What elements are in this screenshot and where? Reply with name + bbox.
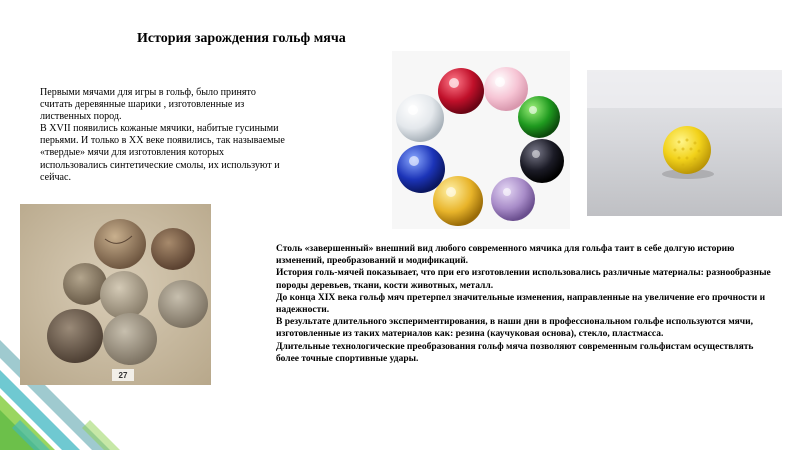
body-paragraph: В результате длительного экспериментирования, в наши дни в профессиональном гольфе используются мячи, изготовленные из таких материалов как: резина (каучуковая основа), стекло, пластмасса. [276, 317, 754, 340]
slide-title: История зарождения гольф мяча [137, 31, 346, 46]
yellow-golf-ball-photo [587, 70, 782, 216]
intro-paragraph: В XVII появились кожаные мячики, набитые гусиными перьями. И только в XX веке появились, так называемые «твердые» мячи для изготовления которых использовались синтетические смолы, их используют и сейчас. [40, 123, 285, 183]
body-text [276, 243, 774, 365]
body-paragraph: До конца XIX века гольф мяч претерпел значительные изменения, направленные на увеличение его прочности и надежности. [276, 292, 766, 316]
old-golf-balls-photo [20, 204, 211, 385]
body-paragraph: Столь «завершенный» внешний вид любого современного мячика для гольфа таит в себе долгую историю изменений, преобразований и модификаций. [276, 244, 735, 267]
intro-text [40, 87, 290, 184]
intro-paragraph: Первыми мячами для игры в гольф, было принято считать деревянные шарики , изготовленные из лиственных пород. [40, 87, 256, 123]
body-paragraph: История голь-мячей показывает, что при его изготовлении использовались различные материалы: разнообразные породы деревьев, ткани, кости животных, металл. [276, 268, 771, 291]
body-paragraph: Длительные технологические преобразования гольф мяча позволяют современным гольфистам осуществлять более точные спортивные удары. [276, 341, 754, 364]
photo-label: 27 [118, 371, 128, 380]
glass-balls-photo [392, 51, 570, 229]
